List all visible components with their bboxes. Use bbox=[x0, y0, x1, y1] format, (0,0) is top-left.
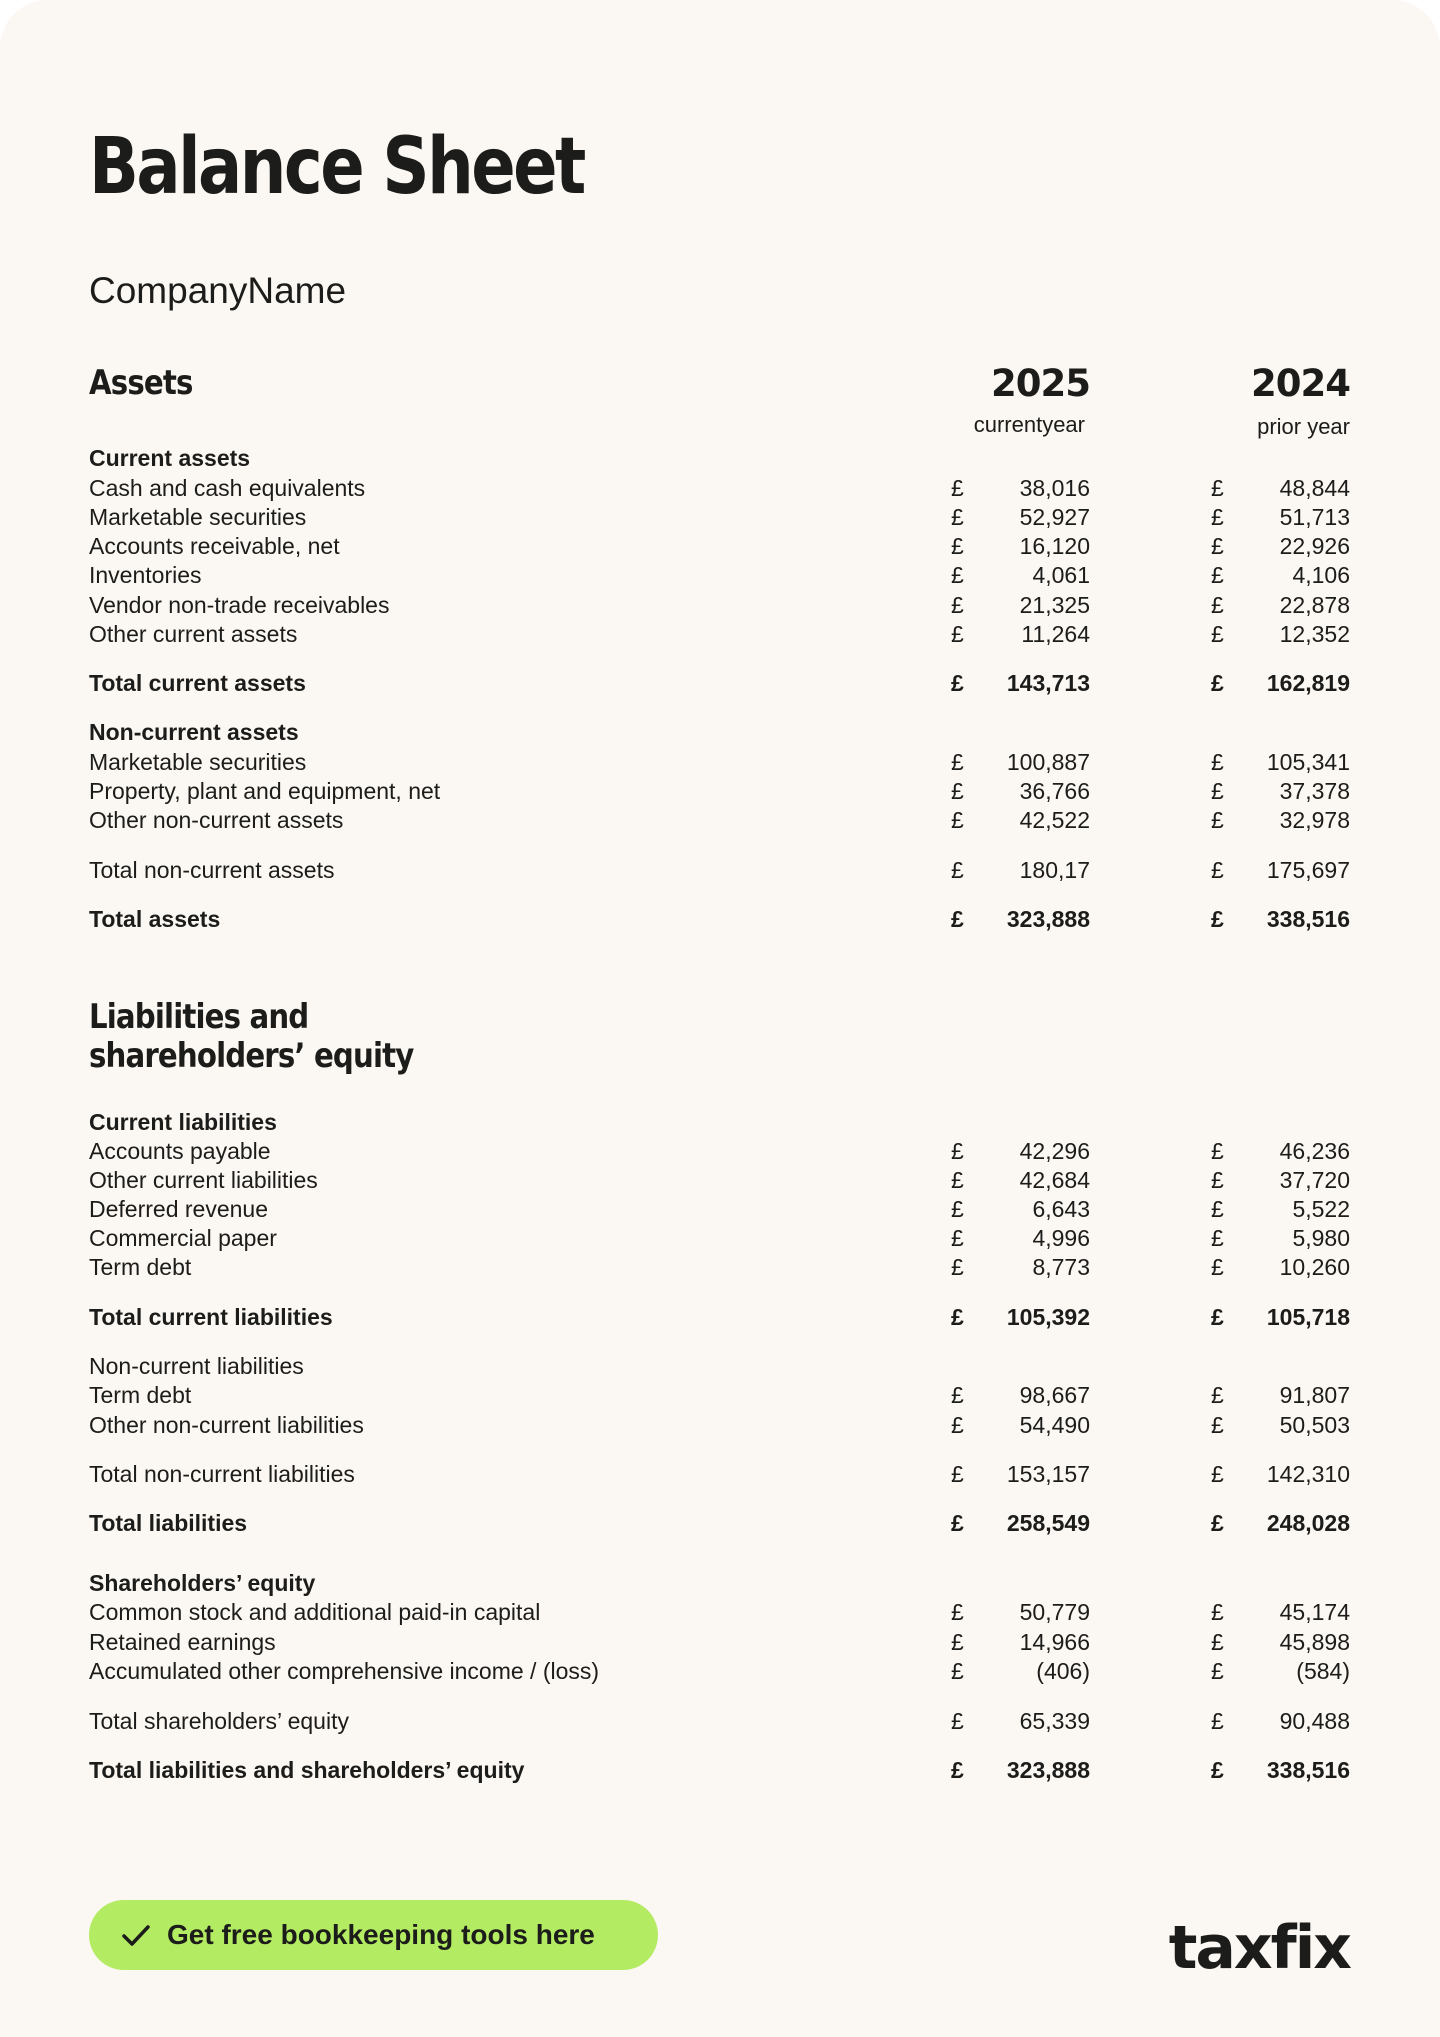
currency-symbol: £ bbox=[1211, 592, 1224, 618]
table-row bbox=[0, 806, 1440, 835]
current-year-value: 65,339 bbox=[1019, 1708, 1090, 1734]
current-year-value: 36,766 bbox=[1019, 778, 1090, 804]
currency-symbol: £ bbox=[951, 1167, 964, 1193]
row-label: Non-current liabilities bbox=[89, 1353, 304, 1379]
current-year-value: (406) bbox=[1036, 1658, 1090, 1684]
currency-symbol: £ bbox=[1211, 1708, 1224, 1734]
row-label: Vendor non-trade receivables bbox=[89, 592, 390, 618]
prior-year-value: 45,898 bbox=[1279, 1629, 1350, 1655]
currency-symbol: £ bbox=[1211, 621, 1224, 647]
currency-symbol: £ bbox=[1211, 749, 1224, 775]
current-year-value: 42,522 bbox=[1019, 807, 1090, 833]
table-row bbox=[0, 1657, 1440, 1686]
currency-symbol: £ bbox=[951, 906, 964, 932]
current-year-value: 16,120 bbox=[1019, 533, 1090, 559]
row-label: Total shareholders’ equity bbox=[89, 1708, 349, 1734]
row-label: Commercial paper bbox=[89, 1225, 277, 1251]
prior-year-sub: prior year bbox=[1257, 414, 1350, 439]
row-label: Property, plant and equipment, net bbox=[89, 778, 441, 804]
current-year-value: 38,016 bbox=[1019, 475, 1090, 501]
currency-symbol: £ bbox=[951, 1196, 964, 1222]
section-subheading bbox=[0, 444, 1440, 473]
currency-symbol: £ bbox=[951, 1225, 964, 1251]
currency-symbol: £ bbox=[951, 475, 964, 501]
row-label: Total non-current liabilities bbox=[89, 1461, 355, 1487]
currency-symbol: £ bbox=[951, 1382, 964, 1408]
currency-symbol: £ bbox=[1211, 1254, 1224, 1280]
liabilities-heading-line1: Liabilities and bbox=[89, 997, 309, 1037]
check-icon bbox=[119, 1918, 153, 1952]
liabilities-heading-line2: shareholders’ equity bbox=[89, 1036, 414, 1076]
current-year-value: 50,779 bbox=[1019, 1599, 1090, 1625]
currency-symbol: £ bbox=[951, 621, 964, 647]
prior-year-value: 32,978 bbox=[1279, 807, 1350, 833]
company-name: CompanyName bbox=[89, 270, 347, 311]
currency-symbol: £ bbox=[951, 1304, 964, 1330]
section-subheading bbox=[0, 1108, 1440, 1137]
current-year-value: 323,888 bbox=[1006, 906, 1090, 932]
bookkeeping-tools-label: Get free bookkeeping tools here bbox=[167, 1919, 595, 1950]
row-label: Term debt bbox=[89, 1382, 192, 1408]
currency-symbol: £ bbox=[1211, 670, 1224, 696]
currency-symbol: £ bbox=[1211, 1304, 1224, 1330]
prior-year-value: 22,878 bbox=[1279, 592, 1350, 618]
prior-year-value: 248,028 bbox=[1266, 1510, 1350, 1536]
total-row bbox=[0, 1303, 1440, 1332]
table-row bbox=[0, 1352, 1440, 1381]
currency-symbol: £ bbox=[951, 1629, 964, 1655]
current-year-value: 14,966 bbox=[1019, 1629, 1090, 1655]
row-label: Total current assets bbox=[89, 670, 306, 696]
currency-symbol: £ bbox=[951, 1138, 964, 1164]
currency-symbol: £ bbox=[1211, 778, 1224, 804]
row-label: Accumulated other comprehensive income / (loss) bbox=[89, 1658, 600, 1684]
table-row bbox=[0, 1137, 1440, 1166]
prior-year-value: 338,516 bbox=[1266, 906, 1350, 932]
currency-symbol: £ bbox=[951, 857, 964, 883]
currency-symbol: £ bbox=[951, 670, 964, 696]
currency-symbol: £ bbox=[1211, 1225, 1224, 1251]
section-subheading bbox=[0, 718, 1440, 747]
current-year-sub: currentyear bbox=[973, 412, 1085, 437]
prior-year-value: 175,697 bbox=[1266, 857, 1350, 883]
current-year-value: 153,157 bbox=[1006, 1461, 1090, 1487]
currency-symbol: £ bbox=[951, 1412, 964, 1438]
prior-year-value: 142,310 bbox=[1266, 1461, 1350, 1487]
currency-symbol: £ bbox=[1211, 1196, 1224, 1222]
section-subheading bbox=[0, 1569, 1440, 1598]
currency-symbol: £ bbox=[1211, 1510, 1224, 1536]
taxfix-logo: taxfix bbox=[1168, 1913, 1350, 1983]
table-row bbox=[0, 591, 1440, 620]
table-row bbox=[0, 474, 1440, 503]
assets-heading: Assets bbox=[89, 363, 193, 403]
table-row bbox=[0, 748, 1440, 777]
prior-year-value: 46,236 bbox=[1279, 1138, 1350, 1164]
currency-symbol: £ bbox=[951, 778, 964, 804]
table-row bbox=[0, 777, 1440, 806]
current-year-value: 42,296 bbox=[1019, 1138, 1090, 1164]
current-year: 2025 bbox=[991, 362, 1090, 405]
prior-year-value: 5,980 bbox=[1292, 1225, 1350, 1251]
prior-year-value: 10,260 bbox=[1279, 1254, 1350, 1280]
row-label: Non-current assets bbox=[89, 719, 299, 745]
table-row bbox=[0, 1460, 1440, 1489]
prior-year-value: 90,488 bbox=[1279, 1708, 1350, 1734]
row-label: Term debt bbox=[89, 1254, 192, 1280]
table-row bbox=[0, 856, 1440, 885]
currency-symbol: £ bbox=[951, 1461, 964, 1487]
row-label: Deferred revenue bbox=[89, 1196, 268, 1222]
table-row bbox=[0, 1253, 1440, 1282]
currency-symbol: £ bbox=[1211, 1461, 1224, 1487]
row-label: Current liabilities bbox=[89, 1109, 277, 1135]
currency-symbol: £ bbox=[951, 592, 964, 618]
currency-symbol: £ bbox=[951, 1708, 964, 1734]
row-label: Shareholders’ equity bbox=[89, 1570, 316, 1596]
current-year-value: 100,887 bbox=[1006, 749, 1090, 775]
prior-year-value: 5,522 bbox=[1292, 1196, 1350, 1222]
currency-symbol: £ bbox=[1211, 1658, 1224, 1684]
table-row bbox=[0, 1224, 1440, 1253]
currency-symbol: £ bbox=[951, 1757, 964, 1783]
table-row bbox=[0, 1707, 1440, 1736]
current-year-value: 42,684 bbox=[1019, 1167, 1090, 1193]
table-row bbox=[0, 1598, 1440, 1627]
bookkeeping-tools-button[interactable] bbox=[89, 1900, 658, 1970]
liabilities-heading bbox=[89, 998, 413, 1076]
prior-year: 2024 bbox=[1251, 362, 1350, 405]
prior-year-value: 105,718 bbox=[1266, 1304, 1350, 1330]
prior-year-value: 45,174 bbox=[1279, 1599, 1350, 1625]
currency-symbol: £ bbox=[1211, 475, 1224, 501]
total-row bbox=[0, 669, 1440, 698]
total-row bbox=[0, 1509, 1440, 1538]
row-label: Marketable securities bbox=[89, 504, 307, 530]
row-label: Total non-current assets bbox=[89, 857, 335, 883]
row-label: Total liabilities bbox=[89, 1510, 248, 1536]
row-label: Accounts payable bbox=[89, 1138, 271, 1164]
current-year-value: 323,888 bbox=[1006, 1757, 1090, 1783]
current-year-value: 52,927 bbox=[1019, 504, 1090, 530]
currency-symbol: £ bbox=[1211, 906, 1224, 932]
page-title: Balance Sheet bbox=[89, 122, 584, 212]
prior-year-value: 37,378 bbox=[1279, 778, 1350, 804]
row-label: Other non-current liabilities bbox=[89, 1412, 364, 1438]
currency-symbol: £ bbox=[951, 562, 964, 588]
currency-symbol: £ bbox=[1211, 1167, 1224, 1193]
current-year-value: 4,996 bbox=[1032, 1225, 1090, 1251]
row-label: Marketable securities bbox=[89, 749, 307, 775]
currency-symbol: £ bbox=[951, 807, 964, 833]
row-label: Cash and cash equivalents bbox=[89, 475, 366, 501]
row-label: Total assets bbox=[89, 906, 221, 932]
currency-symbol: £ bbox=[951, 533, 964, 559]
table-row bbox=[0, 1195, 1440, 1224]
row-label: Inventories bbox=[89, 562, 202, 588]
table-row bbox=[0, 1381, 1440, 1410]
current-year-value: 4,061 bbox=[1032, 562, 1090, 588]
prior-year-value: 37,720 bbox=[1279, 1167, 1350, 1193]
currency-symbol: £ bbox=[1211, 504, 1224, 530]
row-label: Total current liabilities bbox=[89, 1304, 333, 1330]
current-year-value: 11,264 bbox=[1021, 621, 1090, 647]
table-row bbox=[0, 1628, 1440, 1657]
table-row bbox=[0, 1411, 1440, 1440]
prior-year-value: 51,713 bbox=[1279, 504, 1350, 530]
table-row bbox=[0, 503, 1440, 532]
currency-symbol: £ bbox=[1211, 1138, 1224, 1164]
row-label: Other non-current assets bbox=[89, 807, 344, 833]
total-row bbox=[0, 905, 1440, 934]
currency-symbol: £ bbox=[1211, 533, 1224, 559]
currency-symbol: £ bbox=[951, 1599, 964, 1625]
prior-year-value: 12,352 bbox=[1279, 621, 1350, 647]
prior-year-value: 22,926 bbox=[1279, 533, 1350, 559]
total-row bbox=[0, 1756, 1440, 1785]
currency-symbol: £ bbox=[1211, 1382, 1224, 1408]
row-label: Current assets bbox=[89, 445, 251, 471]
current-year-value: 8,773 bbox=[1032, 1254, 1090, 1280]
current-year-value: 21,325 bbox=[1019, 592, 1090, 618]
table-row bbox=[0, 532, 1440, 561]
current-year-value: 105,392 bbox=[1006, 1304, 1090, 1330]
prior-year-value: 338,516 bbox=[1266, 1757, 1350, 1783]
currency-symbol: £ bbox=[1211, 1757, 1224, 1783]
current-year-value: 258,549 bbox=[1006, 1510, 1090, 1536]
row-label: Retained earnings bbox=[89, 1629, 276, 1655]
currency-symbol: £ bbox=[951, 1254, 964, 1280]
table-row bbox=[0, 620, 1440, 649]
currency-symbol: £ bbox=[1211, 1629, 1224, 1655]
prior-year-value: 162,819 bbox=[1266, 670, 1350, 696]
currency-symbol: £ bbox=[1211, 1599, 1224, 1625]
prior-year-value: 105,341 bbox=[1266, 749, 1350, 775]
current-year-value: 98,667 bbox=[1019, 1382, 1090, 1408]
prior-year-value: (584) bbox=[1296, 1658, 1350, 1684]
current-year-value: 6,643 bbox=[1032, 1196, 1090, 1222]
currency-symbol: £ bbox=[1211, 807, 1224, 833]
currency-symbol: £ bbox=[951, 1510, 964, 1536]
current-year-value: 54,490 bbox=[1019, 1412, 1090, 1438]
row-label: Total liabilities and shareholders’ equity bbox=[89, 1757, 525, 1783]
currency-symbol: £ bbox=[951, 504, 964, 530]
row-label: Other current liabilities bbox=[89, 1167, 318, 1193]
prior-year-value: 91,807 bbox=[1279, 1382, 1350, 1408]
row-label: Common stock and additional paid-in capital bbox=[89, 1599, 541, 1625]
prior-year-value: 48,844 bbox=[1279, 475, 1350, 501]
current-year-value: 180,17 bbox=[1019, 857, 1090, 883]
table-row bbox=[0, 1166, 1440, 1195]
row-label: Other current assets bbox=[89, 621, 298, 647]
currency-symbol: £ bbox=[951, 1658, 964, 1684]
currency-symbol: £ bbox=[1211, 1412, 1224, 1438]
currency-symbol: £ bbox=[1211, 562, 1224, 588]
current-year-value: 143,713 bbox=[1006, 670, 1090, 696]
currency-symbol: £ bbox=[1211, 857, 1224, 883]
currency-symbol: £ bbox=[951, 749, 964, 775]
prior-year-value: 50,503 bbox=[1279, 1412, 1350, 1438]
table-row bbox=[0, 561, 1440, 590]
prior-year-value: 4,106 bbox=[1292, 562, 1350, 588]
row-label: Accounts receivable, net bbox=[89, 533, 340, 559]
